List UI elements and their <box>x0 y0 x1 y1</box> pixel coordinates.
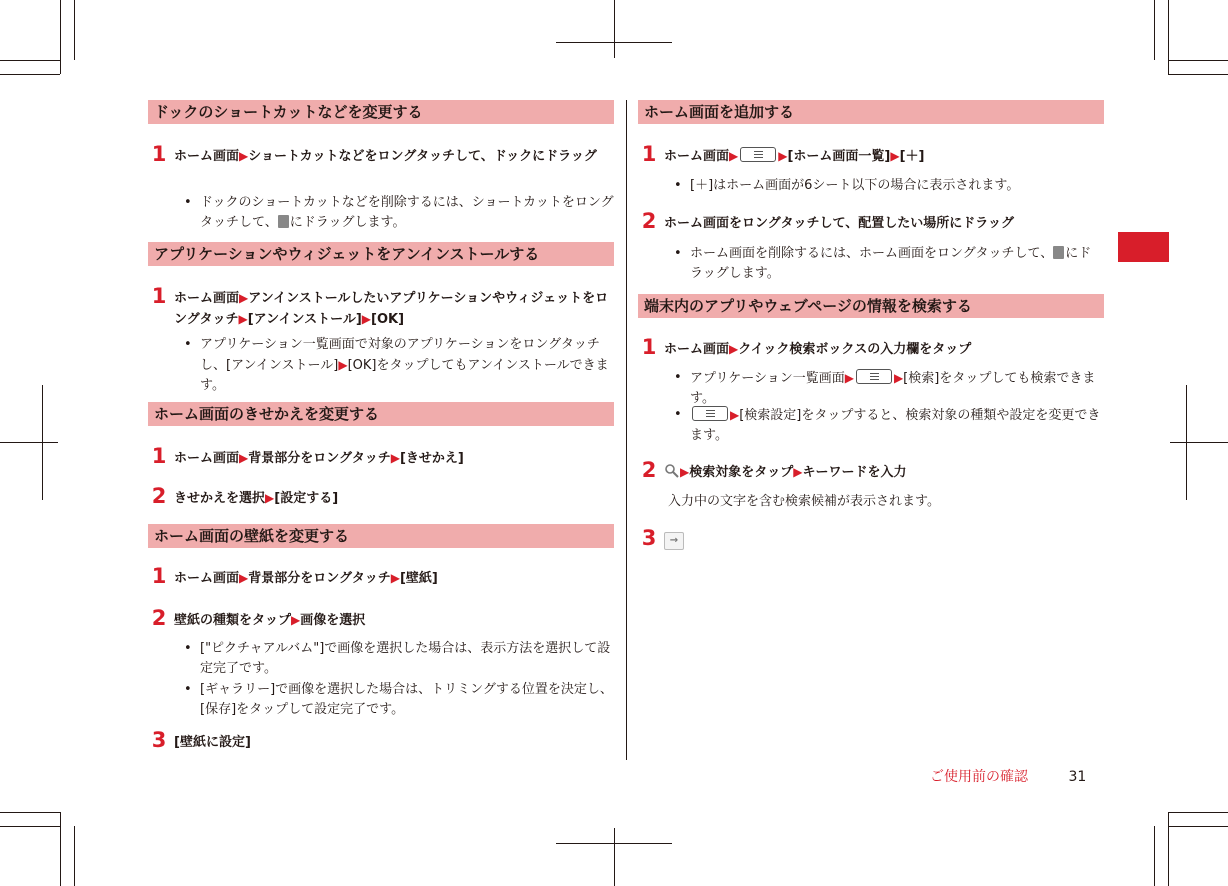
step-number: 1 <box>641 335 657 359</box>
step-number: 2 <box>641 209 657 233</box>
bullet-item: • アプリケーション一覧画面▶ ▶[検索]をタップしても検索できます。 <box>674 370 1096 406</box>
chapter-tab <box>1118 232 1169 262</box>
step <box>148 564 614 589</box>
step <box>148 284 614 330</box>
step-number: 1 <box>151 444 167 468</box>
bullet-item: • アプリケーション一覧画面で対象のアプリケーションをロングタッチし、[アンインストール]▶[OK]をタップしてもアンインストールできます。 <box>184 335 614 396</box>
page-footer <box>930 766 1086 786</box>
step <box>638 335 1104 360</box>
bullet-text: ["ピクチャアルバム"]で画像を選択した場合は、表示方法を選択して設定完了です。 <box>200 641 611 676</box>
section-heading: ホーム画面を追加する <box>638 100 1104 124</box>
bullet-text-tail: ▶[検索]をタップしても検索できます。 <box>690 371 1096 406</box>
bullet-text-tail: にドラッグします。 <box>690 246 1092 281</box>
step <box>148 142 614 167</box>
section-heading: ホーム画面のきせかえを変更する <box>148 402 614 426</box>
step <box>148 606 614 631</box>
step-number: 2 <box>151 606 167 630</box>
bullet-item: • [＋]はホーム画面が6シート以下の場合に表示されます。 <box>674 176 1104 196</box>
menu-key-icon <box>740 147 776 162</box>
step <box>638 209 1104 234</box>
step-text-tail: ▶[ホーム画面一覧]▶[＋] <box>778 149 925 164</box>
section-heading: 端末内のアプリやウェブページの情報を検索する <box>638 294 1104 318</box>
section-heading: アプリケーションやウィジェットをアンインストールする <box>148 242 614 266</box>
bullet-item: • ["ピクチャアルバム"]で画像を選択した場合は、表示方法を選択して設定完了です。 <box>184 639 614 679</box>
step-number: 3 <box>641 526 657 550</box>
step-number: 1 <box>151 564 167 588</box>
bullet-item: • ホーム画面を削除するには、ホーム画面をロングタッチして、 にドラッグします。 <box>674 246 1092 281</box>
step <box>148 444 614 469</box>
bullet-text: [ギャラリー]で画像を選択した場合は、トリミングする位置を決定し、[保存]をタップして設定完了です。 <box>200 682 613 717</box>
bullet-text: アプリケーション一覧画面▶ <box>690 371 854 386</box>
step <box>638 142 1104 167</box>
step-text: ホーム画面▶クイック検索ボックスの入力欄をタップ <box>664 342 972 357</box>
bullet-item: • ドックのショートカットなどを削除するには、ショートカットをロングタッチして、 にドラッグします。 <box>184 195 614 230</box>
column-divider <box>626 100 627 760</box>
step-text: 壁紙の種類をタップ▶画像を選択 <box>174 613 366 628</box>
section-heading: ドックのショートカットなどを変更する <box>148 100 614 124</box>
step-number: 1 <box>641 142 657 166</box>
menu-key-icon <box>856 369 892 384</box>
step-number: 1 <box>151 284 167 308</box>
step-number: 2 <box>641 458 657 482</box>
step-number: 3 <box>151 728 167 752</box>
bullet-text: ▶[検索設定]をタップすると、検索対象の種類や設定を変更できます。 <box>690 408 1101 443</box>
step <box>148 728 614 753</box>
step-note: 入力中の文字を含む検索候補が表示されます。 <box>668 494 940 509</box>
step-number: 2 <box>151 484 167 508</box>
search-icon <box>664 463 680 479</box>
enter-key-icon: → <box>664 532 684 550</box>
step-number: 1 <box>151 142 167 166</box>
step-text: ホーム画面をロングタッチして、配置したい場所にドラッグ <box>664 216 1014 231</box>
step-text: [壁紙に設定] <box>174 735 251 750</box>
step <box>638 458 1104 483</box>
menu-key-icon <box>692 406 728 421</box>
step <box>638 526 1104 551</box>
bullet-text: アプリケーション一覧画面で対象のアプリケーションをロングタッチし、[アンインストール]▶[OK]をタップしてもアンインストールできます。 <box>200 337 609 393</box>
step <box>148 484 614 509</box>
step-text: ホーム画面▶ <box>664 149 739 164</box>
step-text: ホーム画面▶ショートカットなどをロングタッチして、ドックにドラッグ <box>174 149 597 164</box>
section-heading: ホーム画面の壁紙を変更する <box>148 524 614 548</box>
bullet-text: ドックのショートカットなどを削除するには、ショートカットをロングタッチして、 <box>200 195 614 230</box>
step-text: ▶検索対象をタップ▶キーワードを入力 <box>680 465 907 480</box>
page-number: 31 <box>1068 769 1087 785</box>
bullet-text: [＋]はホーム画面が6シート以下の場合に表示されます。 <box>690 178 1020 193</box>
footer-section-label: ご使用前の確認 <box>930 769 1028 785</box>
bullet-item: • ▶[検索設定]をタップすると、検索対象の種類や設定を変更できます。 <box>674 407 1101 443</box>
step-text: ホーム画面▶背景部分をロングタッチ▶[きせかえ] <box>174 451 464 466</box>
bullet-text-tail: にドラッグします。 <box>289 215 406 230</box>
trash-icon <box>278 215 289 228</box>
trash-icon <box>1053 246 1064 259</box>
bullet-text: ホーム画面を削除するには、ホーム画面をロングタッチして、 <box>690 246 1054 261</box>
bullet-item: • [ギャラリー]で画像を選択した場合は、トリミングする位置を決定し、[保存]をタップして設定完了です。 <box>184 680 614 720</box>
step-text: きせかえを選択▶[設定する] <box>174 491 339 506</box>
step-text: ホーム画面▶アンインストールしたいアプリケーションやウィジェットをロングタッチ▶[アンインストール]▶[OK] <box>174 291 609 327</box>
step-text: ホーム画面▶背景部分をロングタッチ▶[壁紙] <box>174 571 438 586</box>
